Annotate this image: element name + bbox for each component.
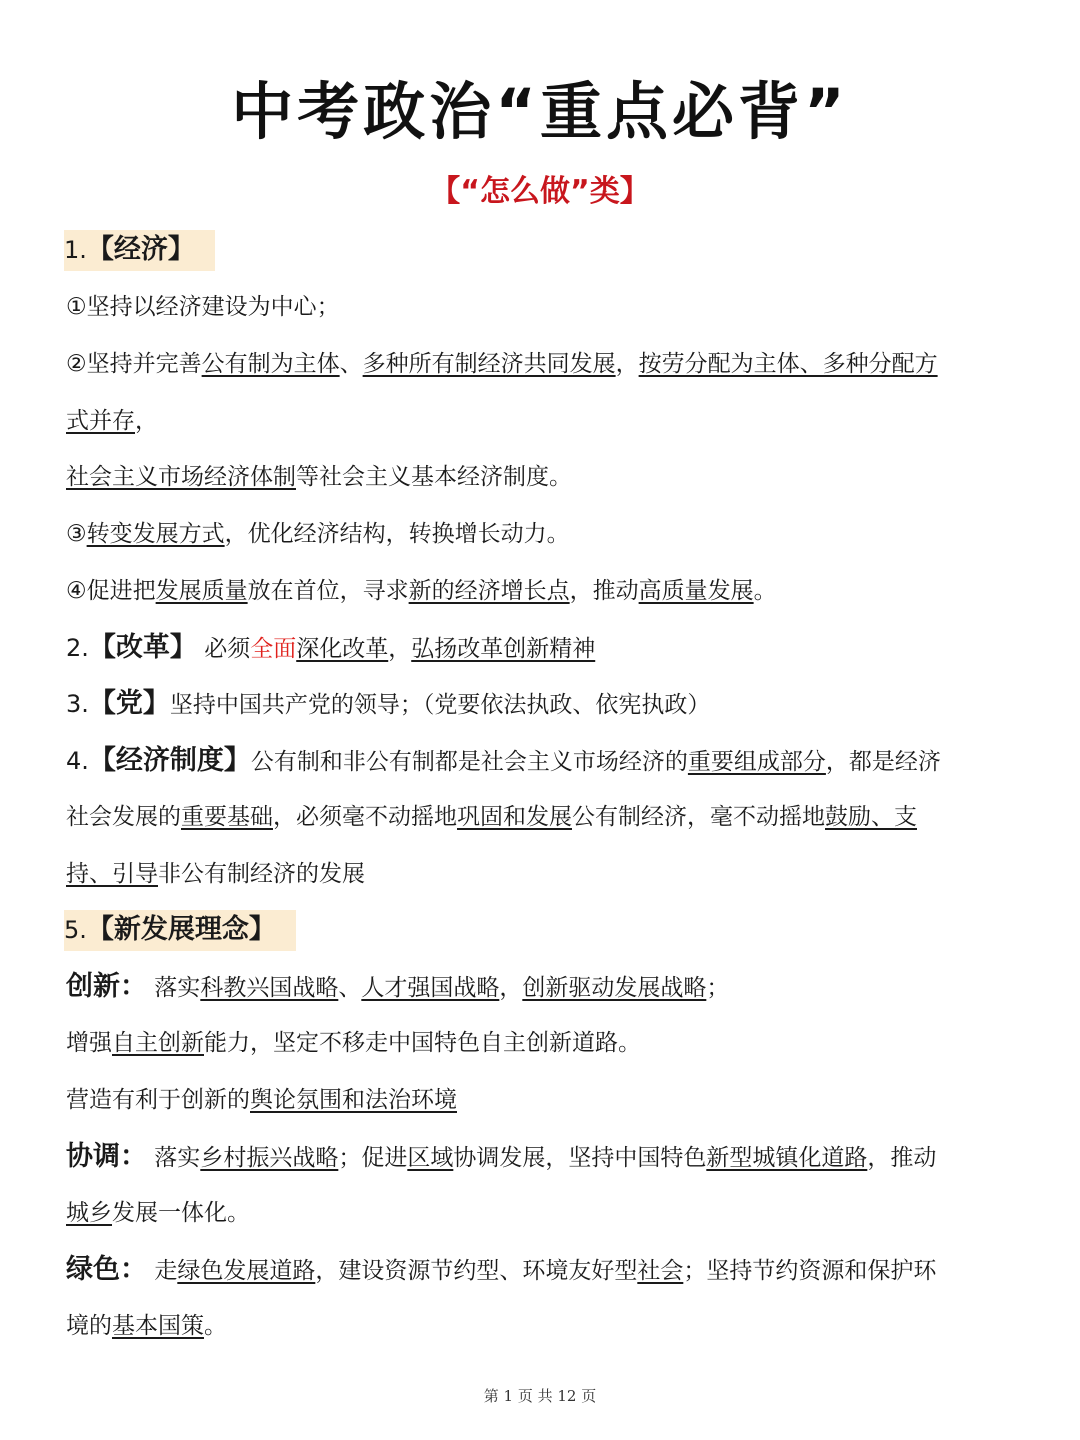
text: ，: [388, 636, 412, 662]
text: 坚持中国共产党的领导；（党要依法执政、依宪执政）: [169, 692, 711, 718]
text: ②坚持并完善: [66, 351, 202, 377]
underlined-text: 多种所有制经济共同发展: [362, 351, 616, 377]
text: 公有制和非公有制都是社会主义市场经济的: [250, 749, 688, 775]
section-4-line-3: [66, 854, 1026, 894]
text: 发展一体化。: [112, 1200, 250, 1226]
text: ，必须毫不动摇地: [273, 804, 457, 830]
section-1-line-3: [66, 401, 1026, 441]
text: ，都是经济: [825, 749, 941, 775]
text: 。: [753, 578, 777, 604]
section-tag: 【党】: [88, 688, 170, 719]
text: ；促进: [338, 1145, 408, 1171]
section-number: 3.: [66, 690, 89, 718]
underlined-text: 创新驱动发展战略: [522, 975, 707, 1001]
text: ；坚持节约资源和保护环: [683, 1258, 937, 1284]
innovation-line-1: [66, 967, 1026, 1008]
text: ，建设资源节约型、环境友好型: [315, 1258, 638, 1284]
underlined-text: 自主创新: [112, 1030, 204, 1056]
underlined-text: 城乡: [66, 1200, 112, 1226]
section-number: 2.: [66, 634, 89, 662]
text: 营造有利于创新的: [66, 1087, 250, 1113]
green-label: 绿色：: [66, 1254, 147, 1285]
innovation-line-2: [66, 1023, 1026, 1063]
page-title: 中考政治“重点必背”: [231, 75, 849, 148]
underlined-text: 区域: [407, 1145, 454, 1171]
underlined-text: 新型城镇化道路: [706, 1145, 868, 1171]
text: 境的: [66, 1313, 112, 1339]
underlined-text: 乡村振兴战略: [200, 1145, 339, 1171]
highlight-text: 全面: [250, 636, 297, 662]
section-number: 5.: [64, 916, 87, 944]
text: 落实: [147, 1145, 201, 1171]
section-tag: 【改革】: [88, 632, 197, 663]
text: 社会发展的: [66, 804, 181, 830]
innovation-line-3: [66, 1080, 1026, 1120]
section-tag: 【新发展理念】: [86, 914, 276, 945]
text: 放在首位，寻求: [247, 578, 409, 604]
text: 增强: [66, 1030, 112, 1056]
page-number: 第 1 页 共 12 页: [483, 1387, 597, 1405]
text: 、: [338, 975, 362, 1001]
section-4-line-2: [66, 797, 1026, 837]
underlined-text: 巩固和发展: [457, 804, 572, 830]
text: ，推动: [569, 578, 639, 604]
underlined-text: 式并存: [66, 408, 135, 434]
text: ；: [706, 975, 730, 1001]
text: 等社会主义基本经济制度。: [296, 464, 572, 490]
text: 。: [204, 1313, 227, 1339]
section-tag: 【经济制度】: [88, 745, 251, 776]
underlined-text: 人才强国战略: [361, 975, 500, 1001]
coordination-line-2: [66, 1193, 1026, 1233]
page-subtitle: 【“怎么做”类】: [430, 174, 650, 209]
text: 落实: [147, 975, 201, 1001]
text: ，推动: [867, 1145, 937, 1171]
section-4-line-1: [66, 741, 1026, 782]
text: 非公有制经济的发展: [158, 861, 365, 887]
section-number: 1.: [64, 236, 87, 264]
text: ①坚持以经济建设为中心；: [66, 294, 340, 320]
underlined-text: 公有制为主体: [201, 351, 340, 377]
underlined-text: 弘扬改革创新精神: [411, 636, 596, 662]
section-1-line-1: [66, 287, 1026, 327]
innovation-label: 创新：: [66, 971, 147, 1002]
text: ③: [66, 521, 87, 547]
section-number: 4.: [66, 747, 89, 775]
underlined-text: 转变发展方式: [86, 521, 225, 547]
section-1-heading-box: [64, 230, 215, 271]
text: 协调发展，坚持中国特色: [453, 1145, 707, 1171]
text: ④促进把: [66, 578, 156, 604]
text: 能力，坚定不移走中国特色自主创新道路。: [204, 1030, 641, 1056]
underlined-text: 社会: [637, 1258, 684, 1284]
text: ，: [499, 975, 523, 1001]
section-1-line-4: [66, 457, 1026, 497]
underlined-text: 发展质量: [155, 578, 248, 604]
underlined-text: 新的经济增长点: [408, 578, 570, 604]
section-5-heading-box: [64, 910, 296, 951]
coordination-label: 协调：: [66, 1141, 147, 1172]
green-line-2: [66, 1306, 1026, 1346]
underlined-text: 鼓励、支: [825, 804, 917, 830]
underlined-text: 基本国策: [112, 1313, 204, 1339]
text: ，: [135, 408, 158, 434]
underlined-text: 社会主义市场经济体制: [66, 464, 296, 490]
section-1-line-2: [66, 344, 1026, 384]
underlined-text: 重要组成部分: [687, 749, 826, 775]
text: 公有制经济，毫不动摇地: [572, 804, 825, 830]
section-1-line-5: [66, 514, 1026, 554]
section-1-line-6: [66, 571, 1026, 611]
section-tag: 【经济】: [86, 234, 195, 265]
underlined-text: 绿色发展道路: [177, 1258, 316, 1284]
text: 走: [147, 1258, 178, 1284]
underlined-text: 重要基础: [181, 804, 273, 830]
text: ，优化经济结构，转换增长动力。: [224, 521, 570, 547]
underlined-text: 深化改革: [296, 636, 389, 662]
coordination-line-1: [66, 1137, 1026, 1178]
section-3: [66, 684, 1026, 725]
section-5-heading: [66, 910, 1026, 951]
text: 必须: [196, 636, 251, 662]
section-2: [66, 628, 1026, 669]
underlined-text: 舆论氛围和法治环境: [250, 1087, 457, 1113]
text: ，: [615, 351, 639, 377]
section-1-heading: [66, 230, 1026, 271]
green-line-1: [66, 1250, 1026, 1291]
underlined-text: 科教兴国战略: [200, 975, 339, 1001]
text: 、: [339, 351, 363, 377]
underlined-text: 高质量发展: [638, 578, 754, 604]
underlined-text: 持、引导: [66, 861, 158, 887]
underlined-text: 按劳分配为主体、多种分配方: [638, 351, 938, 377]
